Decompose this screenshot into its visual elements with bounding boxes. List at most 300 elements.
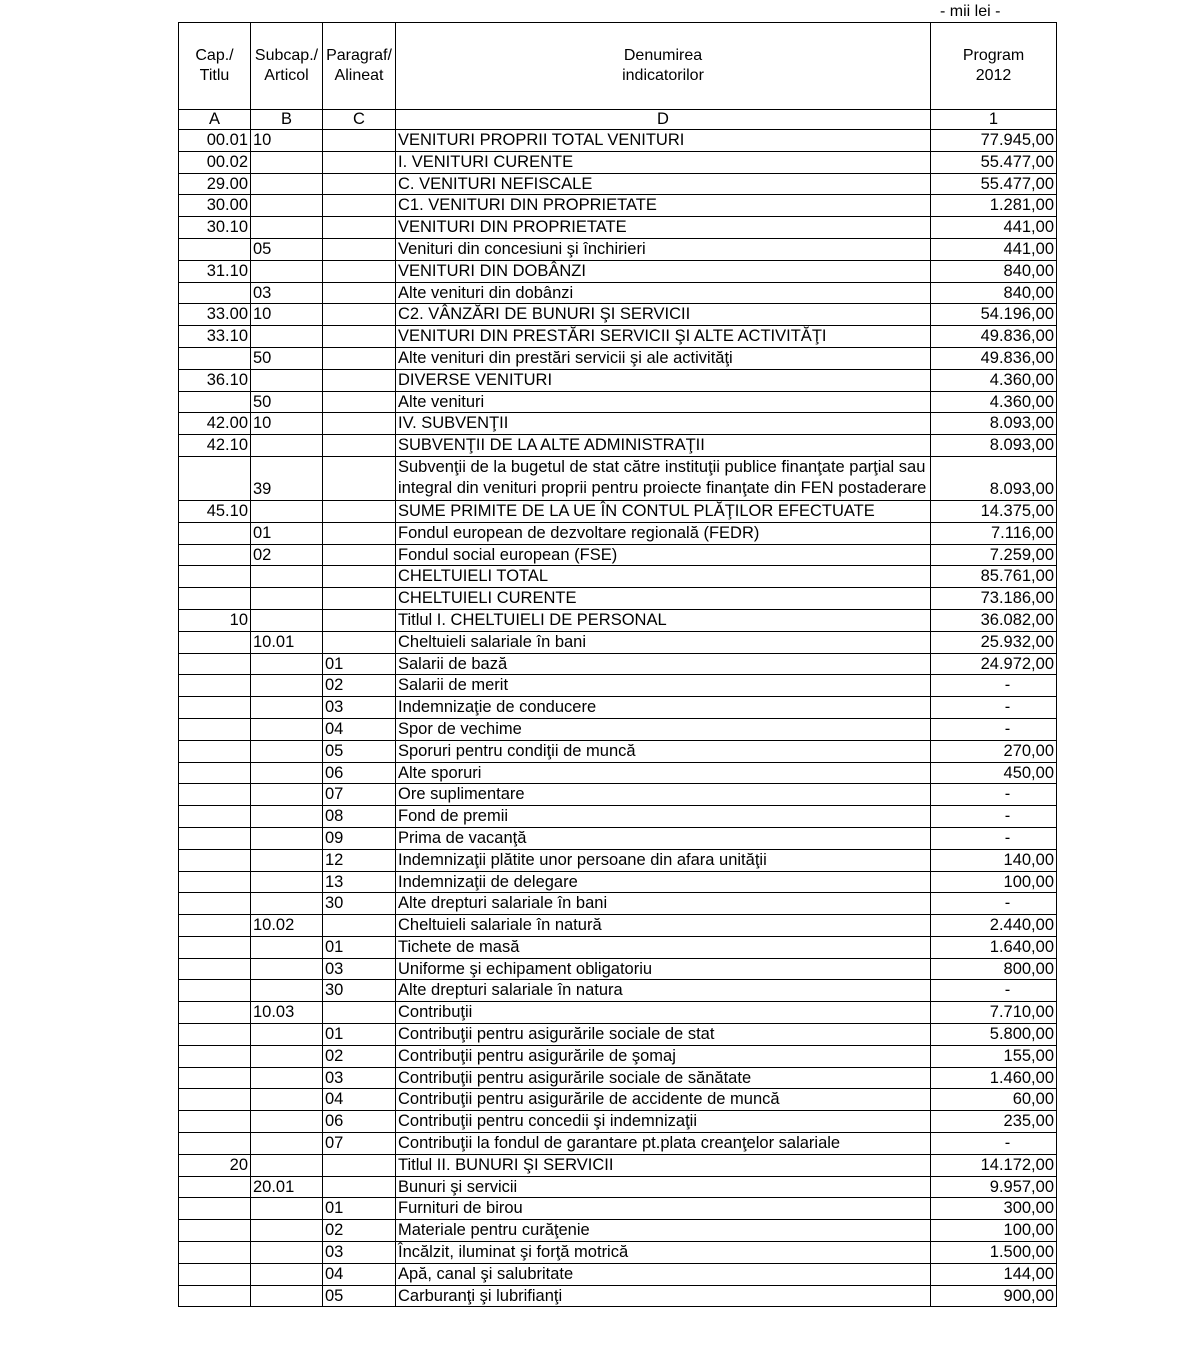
program-cell: 77.945,00: [931, 130, 1057, 152]
subcap-cell: [251, 1154, 323, 1176]
table-row: [179, 1242, 1057, 1264]
denumire-cell: VENITURI DIN PROPRIETATE: [396, 217, 931, 239]
program-cell: 441,00: [931, 217, 1057, 239]
table-row: [179, 1176, 1057, 1198]
letter-a: A: [179, 110, 251, 130]
cap-cell: [179, 871, 251, 893]
cap-cell: [179, 915, 251, 937]
program-cell: 36.082,00: [931, 609, 1057, 631]
denumire-cell: Cheltuieli salariale în bani: [396, 631, 931, 653]
denumire-cell: Bunuri şi servicii: [396, 1176, 931, 1198]
denumire-cell: Subvenţii de la bugetul de stat către instituţii publice finanţate parţial sau integral din venituri proprii pentru proiecte finanţate din FEN postaderare: [396, 456, 931, 500]
program-cell: 25.932,00: [931, 631, 1057, 653]
cap-cell: 33.00: [179, 304, 251, 326]
cap-cell: [179, 936, 251, 958]
cap-cell: 30.10: [179, 217, 251, 239]
table-row: [179, 915, 1057, 937]
subcap-cell: [251, 958, 323, 980]
subcap-cell: 20.01: [251, 1176, 323, 1198]
paragraf-cell: [323, 326, 396, 348]
subcap-cell: 03: [251, 282, 323, 304]
paragraf-cell: [323, 1176, 396, 1198]
table-row: [179, 1089, 1057, 1111]
program-cell: 55.477,00: [931, 173, 1057, 195]
subcap-cell: [251, 893, 323, 915]
subcap-cell: [251, 1111, 323, 1133]
paragraf-cell: [323, 217, 396, 239]
paragraf-cell: 06: [323, 762, 396, 784]
subcap-cell: [251, 1198, 323, 1220]
denumire-cell: Indemnizaţii de delegare: [396, 871, 931, 893]
program-cell: 1.460,00: [931, 1067, 1057, 1089]
cap-cell: [179, 1285, 251, 1307]
paragraf-cell: [323, 609, 396, 631]
denumire-cell: Carburanţi şi lubrifianţi: [396, 1285, 931, 1307]
cap-cell: 42.00: [179, 413, 251, 435]
denumire-cell: Contribuţii la fondul de garantare pt.plata creanţelor salariale: [396, 1133, 931, 1155]
cap-cell: [179, 566, 251, 588]
denumire-cell: Contribuţii pentru asigurările de şomaj: [396, 1045, 931, 1067]
subcap-cell: [251, 1089, 323, 1111]
table-row: [179, 260, 1057, 282]
program-cell: 24.972,00: [931, 653, 1057, 675]
program-cell: 441,00: [931, 238, 1057, 260]
table-row: [179, 849, 1057, 871]
paragraf-cell: 03: [323, 1242, 396, 1264]
program-cell: -: [931, 827, 1057, 849]
table-row: [179, 609, 1057, 631]
table-row: [179, 435, 1057, 457]
paragraf-cell: [323, 369, 396, 391]
cap-cell: 36.10: [179, 369, 251, 391]
cap-cell: [179, 958, 251, 980]
subcap-cell: [251, 980, 323, 1002]
table-row: [179, 806, 1057, 828]
paragraf-cell: 01: [323, 1198, 396, 1220]
subcap-cell: [251, 500, 323, 522]
subcap-cell: 10.01: [251, 631, 323, 653]
denumire-cell: Titlul I. CHELTUIELI DE PERSONAL: [396, 609, 931, 631]
header-row: [179, 23, 1057, 110]
denumire-cell: C. VENITURI NEFISCALE: [396, 173, 931, 195]
paragraf-cell: [323, 304, 396, 326]
denumire-cell: I. VENITURI CURENTE: [396, 151, 931, 173]
paragraf-cell: [323, 151, 396, 173]
program-cell: 14.172,00: [931, 1154, 1057, 1176]
program-cell: 270,00: [931, 740, 1057, 762]
table-row: [179, 326, 1057, 348]
program-cell: 54.196,00: [931, 304, 1057, 326]
subcap-cell: 10.03: [251, 1002, 323, 1024]
header-subcap: Subcap./ Articol: [251, 23, 323, 110]
cap-cell: [179, 391, 251, 413]
paragraf-cell: 07: [323, 1133, 396, 1155]
cap-cell: [179, 544, 251, 566]
table-row: [179, 130, 1057, 152]
denumire-cell: CHELTUIELI TOTAL: [396, 566, 931, 588]
program-cell: 140,00: [931, 849, 1057, 871]
denumire-cell: Indemnizaţii plătite unor persoane din afara unităţii: [396, 849, 931, 871]
subcap-cell: 01: [251, 522, 323, 544]
table-row: [179, 740, 1057, 762]
cap-cell: [179, 653, 251, 675]
denumire-cell: Încălzit, iluminat şi forţă motrică: [396, 1242, 931, 1264]
cap-cell: [179, 893, 251, 915]
paragraf-cell: 03: [323, 1067, 396, 1089]
subcap-cell: [251, 1220, 323, 1242]
subcap-cell: [251, 1263, 323, 1285]
table-row: [179, 282, 1057, 304]
subcap-cell: [251, 260, 323, 282]
header-cap: Cap./ Titlu: [179, 23, 251, 110]
subcap-cell: [251, 849, 323, 871]
paragraf-cell: 03: [323, 697, 396, 719]
subcap-cell: [251, 151, 323, 173]
table-row: [179, 304, 1057, 326]
table-row: [179, 151, 1057, 173]
paragraf-cell: 07: [323, 784, 396, 806]
denumire-cell: Alte sporuri: [396, 762, 931, 784]
subcap-cell: [251, 936, 323, 958]
paragraf-cell: 02: [323, 1045, 396, 1067]
denumire-cell: SUBVENŢII DE LA ALTE ADMINISTRAŢII: [396, 435, 931, 457]
program-cell: 1.500,00: [931, 1242, 1057, 1264]
paragraf-cell: 01: [323, 1024, 396, 1046]
table-row: [179, 762, 1057, 784]
table-row: [179, 369, 1057, 391]
denumire-cell: DIVERSE VENITURI: [396, 369, 931, 391]
paragraf-cell: [323, 915, 396, 937]
table-row: [179, 653, 1057, 675]
cap-cell: [179, 631, 251, 653]
denumire-cell: Alte venituri: [396, 391, 931, 413]
subcap-cell: [251, 675, 323, 697]
denumire-cell: Cheltuieli salariale în natură: [396, 915, 931, 937]
cap-cell: [179, 849, 251, 871]
denumire-cell: VENITURI DIN PRESTĂRI SERVICII ŞI ALTE ACTIVITĂŢI: [396, 326, 931, 348]
table-row: [179, 522, 1057, 544]
subcap-cell: [251, 609, 323, 631]
denumire-cell: Alte drepturi salariale în natura: [396, 980, 931, 1002]
paragraf-cell: [323, 631, 396, 653]
denumire-cell: VENITURI PROPRII TOTAL VENITURI: [396, 130, 931, 152]
program-cell: 4.360,00: [931, 369, 1057, 391]
table-row: [179, 500, 1057, 522]
denumire-cell: IV. SUBVENŢII: [396, 413, 931, 435]
column-letter-row: [179, 110, 1057, 130]
table-row: [179, 1220, 1057, 1242]
subcap-cell: [251, 718, 323, 740]
letter-d: D: [396, 110, 931, 130]
cap-cell: 29.00: [179, 173, 251, 195]
program-cell: 100,00: [931, 871, 1057, 893]
paragraf-cell: [323, 173, 396, 195]
program-cell: 4.360,00: [931, 391, 1057, 413]
denumire-cell: Contribuţii pentru asigurările sociale de stat: [396, 1024, 931, 1046]
cap-cell: [179, 1220, 251, 1242]
paragraf-cell: 02: [323, 675, 396, 697]
cap-cell: [179, 806, 251, 828]
subcap-cell: [251, 1024, 323, 1046]
cap-cell: [179, 718, 251, 740]
denumire-cell: Furnituri de birou: [396, 1198, 931, 1220]
unit-note: - mii lei -: [940, 3, 1001, 20]
denumire-cell: Sporuri pentru condiţii de muncă: [396, 740, 931, 762]
cap-cell: 45.10: [179, 500, 251, 522]
denumire-cell: Tichete de masă: [396, 936, 931, 958]
subcap-cell: [251, 653, 323, 675]
paragraf-cell: [323, 260, 396, 282]
denumire-cell: Fondul european de dezvoltare regională (FEDR): [396, 522, 931, 544]
program-cell: 49.836,00: [931, 326, 1057, 348]
program-cell: -: [931, 980, 1057, 1002]
program-cell: 7.116,00: [931, 522, 1057, 544]
program-cell: 144,00: [931, 1263, 1057, 1285]
subcap-cell: [251, 1045, 323, 1067]
denumire-cell: C1. VENITURI DIN PROPRIETATE: [396, 195, 931, 217]
table-row: [179, 544, 1057, 566]
paragraf-cell: 03: [323, 958, 396, 980]
subcap-cell: 05: [251, 238, 323, 260]
program-cell: 900,00: [931, 1285, 1057, 1307]
subcap-cell: 50: [251, 391, 323, 413]
paragraf-cell: 13: [323, 871, 396, 893]
paragraf-cell: [323, 544, 396, 566]
cap-cell: [179, 762, 251, 784]
subcap-cell: [251, 784, 323, 806]
table-row: [179, 238, 1057, 260]
table-row: [179, 784, 1057, 806]
table-row: [179, 697, 1057, 719]
subcap-cell: [251, 369, 323, 391]
program-cell: -: [931, 675, 1057, 697]
denumire-cell: Prima de vacanţă: [396, 827, 931, 849]
program-cell: 800,00: [931, 958, 1057, 980]
program-cell: 8.093,00: [931, 456, 1057, 500]
program-cell: -: [931, 697, 1057, 719]
program-cell: 49.836,00: [931, 347, 1057, 369]
denumire-cell: SUME PRIMITE DE LA UE ÎN CONTUL PLĂŢILOR EFECTUATE: [396, 500, 931, 522]
subcap-cell: [251, 1242, 323, 1264]
paragraf-cell: [323, 456, 396, 500]
subcap-cell: 39: [251, 456, 323, 500]
subcap-cell: [251, 871, 323, 893]
cap-cell: [179, 740, 251, 762]
header-paragraf: Paragraf/ Alineat: [323, 23, 396, 110]
paragraf-cell: 04: [323, 1089, 396, 1111]
denumire-cell: Contribuţii pentru asigurările de accidente de muncă: [396, 1089, 931, 1111]
cap-cell: [179, 980, 251, 1002]
table-row: [179, 980, 1057, 1002]
program-cell: 7.710,00: [931, 1002, 1057, 1024]
program-cell: 1.640,00: [931, 936, 1057, 958]
denumire-cell: Uniforme şi echipament obligatoriu: [396, 958, 931, 980]
paragraf-cell: [323, 130, 396, 152]
program-cell: 60,00: [931, 1089, 1057, 1111]
paragraf-cell: [323, 347, 396, 369]
program-cell: 840,00: [931, 282, 1057, 304]
letter-b: B: [251, 110, 323, 130]
program-cell: 450,00: [931, 762, 1057, 784]
denumire-cell: Materiale pentru curăţenie: [396, 1220, 931, 1242]
program-cell: -: [931, 893, 1057, 915]
paragraf-cell: [323, 522, 396, 544]
budget-table: [178, 22, 1057, 1307]
table-row: [179, 1045, 1057, 1067]
program-cell: 840,00: [931, 260, 1057, 282]
cap-cell: 33.10: [179, 326, 251, 348]
subcap-cell: [251, 762, 323, 784]
denumire-cell: Contribuţii: [396, 1002, 931, 1024]
cap-cell: [179, 675, 251, 697]
table-row: [179, 566, 1057, 588]
denumire-cell: Alte drepturi salariale în bani: [396, 893, 931, 915]
table-row: [179, 217, 1057, 239]
program-cell: -: [931, 1133, 1057, 1155]
paragraf-cell: [323, 588, 396, 610]
subcap-cell: [251, 173, 323, 195]
paragraf-cell: 08: [323, 806, 396, 828]
table-row: [179, 1111, 1057, 1133]
table-row: [179, 718, 1057, 740]
denumire-cell: Fond de premii: [396, 806, 931, 828]
table-row: [179, 1198, 1057, 1220]
paragraf-cell: [323, 282, 396, 304]
paragraf-cell: 30: [323, 980, 396, 1002]
subcap-cell: [251, 1133, 323, 1155]
subcap-cell: [251, 1285, 323, 1307]
program-cell: 8.093,00: [931, 413, 1057, 435]
denumire-cell: Indemnizaţie de conducere: [396, 697, 931, 719]
cap-cell: 20: [179, 1154, 251, 1176]
cap-cell: 42.10: [179, 435, 251, 457]
cap-cell: [179, 784, 251, 806]
program-cell: 85.761,00: [931, 566, 1057, 588]
denumire-cell: C2. VÂNZĂRI DE BUNURI ŞI SERVICII: [396, 304, 931, 326]
program-cell: 14.375,00: [931, 500, 1057, 522]
cap-cell: [179, 522, 251, 544]
program-cell: 5.800,00: [931, 1024, 1057, 1046]
table-row: [179, 1285, 1057, 1307]
paragraf-cell: 30: [323, 893, 396, 915]
subcap-cell: 50: [251, 347, 323, 369]
table-row: [179, 173, 1057, 195]
cap-cell: [179, 1024, 251, 1046]
cap-cell: [179, 827, 251, 849]
header-denumire: Denumirea indicatorilor: [396, 23, 931, 110]
program-cell: 155,00: [931, 1045, 1057, 1067]
cap-cell: [179, 1242, 251, 1264]
cap-cell: [179, 456, 251, 500]
cap-cell: [179, 1089, 251, 1111]
table-row: [179, 958, 1057, 980]
table-row: [179, 413, 1057, 435]
table-row: [179, 391, 1057, 413]
table-row: [179, 893, 1057, 915]
paragraf-cell: 01: [323, 936, 396, 958]
program-cell: 7.259,00: [931, 544, 1057, 566]
table-row: [179, 456, 1057, 500]
budget-table-body: [179, 23, 1057, 1307]
paragraf-cell: 01: [323, 653, 396, 675]
paragraf-cell: [323, 195, 396, 217]
paragraf-cell: 05: [323, 740, 396, 762]
denumire-cell: Alte venituri din prestări servicii şi ale activităţi: [396, 347, 931, 369]
denumire-cell: Alte venituri din dobânzi: [396, 282, 931, 304]
denumire-cell: CHELTUIELI CURENTE: [396, 588, 931, 610]
table-row: [179, 1067, 1057, 1089]
cap-cell: [179, 697, 251, 719]
subcap-cell: [251, 435, 323, 457]
denumire-cell: Fondul social european (FSE): [396, 544, 931, 566]
denumire-cell: Titlul II. BUNURI ŞI SERVICII: [396, 1154, 931, 1176]
denumire-cell: Salarii de bază: [396, 653, 931, 675]
letter-1: 1: [931, 110, 1057, 130]
cap-cell: 31.10: [179, 260, 251, 282]
program-cell: 300,00: [931, 1198, 1057, 1220]
cap-cell: [179, 282, 251, 304]
denumire-cell: Salarii de merit: [396, 675, 931, 697]
subcap-cell: [251, 566, 323, 588]
cap-cell: [179, 1002, 251, 1024]
cap-cell: [179, 1111, 251, 1133]
cap-cell: [179, 1263, 251, 1285]
program-cell: -: [931, 806, 1057, 828]
subcap-cell: 10: [251, 304, 323, 326]
denumire-cell: Apă, canal şi salubritate: [396, 1263, 931, 1285]
cap-cell: [179, 1045, 251, 1067]
paragraf-cell: [323, 1154, 396, 1176]
program-cell: -: [931, 718, 1057, 740]
letter-c: C: [323, 110, 396, 130]
cap-cell: [179, 347, 251, 369]
cap-cell: 00.01: [179, 130, 251, 152]
paragraf-cell: 02: [323, 1220, 396, 1242]
cap-cell: 10: [179, 609, 251, 631]
cap-cell: 30.00: [179, 195, 251, 217]
paragraf-cell: 04: [323, 1263, 396, 1285]
denumire-cell: Contribuţii pentru concedii şi indemnizaţii: [396, 1111, 931, 1133]
subcap-cell: [251, 697, 323, 719]
table-row: [179, 936, 1057, 958]
table-row: [179, 827, 1057, 849]
paragraf-cell: [323, 391, 396, 413]
cap-cell: [179, 238, 251, 260]
paragraf-cell: 12: [323, 849, 396, 871]
subcap-cell: [251, 217, 323, 239]
paragraf-cell: 04: [323, 718, 396, 740]
program-cell: 1.281,00: [931, 195, 1057, 217]
paragraf-cell: [323, 500, 396, 522]
denumire-cell: VENITURI DIN DOBÂNZI: [396, 260, 931, 282]
subcap-cell: [251, 740, 323, 762]
paragraf-cell: [323, 1002, 396, 1024]
subcap-cell: [251, 1067, 323, 1089]
table-row: [179, 1002, 1057, 1024]
program-cell: 73.186,00: [931, 588, 1057, 610]
program-cell: -: [931, 784, 1057, 806]
table-row: [179, 1024, 1057, 1046]
table-row: [179, 588, 1057, 610]
program-cell: 100,00: [931, 1220, 1057, 1242]
cap-cell: [179, 1198, 251, 1220]
subcap-cell: [251, 588, 323, 610]
table-row: [179, 1154, 1057, 1176]
cap-cell: [179, 1176, 251, 1198]
cap-cell: 00.02: [179, 151, 251, 173]
subcap-cell: [251, 326, 323, 348]
table-row: [179, 347, 1057, 369]
